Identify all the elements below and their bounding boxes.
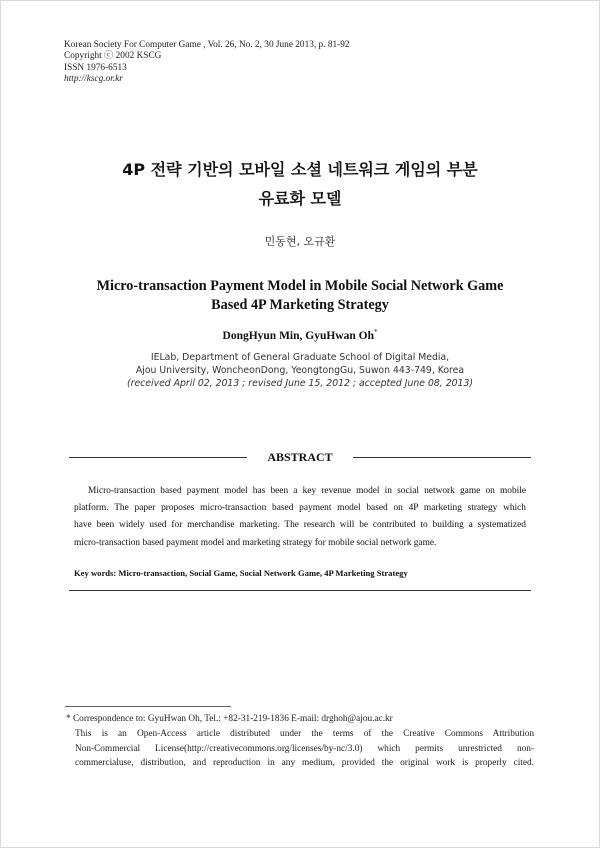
issn-line: ISSN 1976-6513 (64, 62, 127, 73)
keywords: Key words: Micro-transaction, Social Game, Social Network Game, 4P Marketing Strategy (74, 568, 408, 578)
journal-header (64, 40, 350, 85)
english-authors (0, 328, 600, 342)
license-line: This is an Open-Access article distributed under the terms of the Creative Commons Attribution (75, 728, 534, 739)
journal-citation: Korean Society For Computer Game , Vol. 26, No. 2, 30 June 2013, p. 81-92 (64, 40, 350, 50)
korean-title-line-1: 4P 전략 기반의 모바일 소셜 네트워크 게임의 부분 (122, 160, 478, 179)
english-title-line-1: Micro-transaction Payment Model in Mobile Social Network Game (96, 278, 504, 294)
affiliation (0, 351, 600, 390)
license-line: Non-Commercial License(http://creativecommons.org/licenses/by-nc/3.0) which permits unrestricted non- (75, 743, 534, 754)
korean-title-line-2: 유료화 모델 (258, 189, 342, 208)
author-names: DongHyun Min, GyuHwan Oh (222, 330, 374, 342)
affiliation-line-1: IELab, Department of General Graduate School of Digital Media, (150, 352, 450, 363)
abstract-line: Micro-transaction based payment model has been a key revenue model in social network game on mobile (88, 486, 526, 496)
english-title (0, 277, 600, 315)
corresponding-author-marker: * (373, 328, 378, 336)
journal-website: http://kscg.or.kr (64, 73, 123, 84)
abstract-divider-right (353, 457, 531, 458)
abstract-divider-left (69, 457, 247, 458)
correspondence-line: * Correspondence to: GyuHwan Oh, Tel.: +82-31-219-1836 E-mail: drghoh@ajou.ac.kr (66, 714, 393, 724)
korean-authors: 민동현, 오규환 (264, 235, 336, 248)
korean-title (0, 155, 600, 213)
abstract-bottom-divider (69, 590, 531, 591)
submission-dates: (received April 02, 2013 ; revised June 15, 2012 ; accepted June 08, 2013) (127, 378, 473, 389)
abstract-line: have been widely used for merchandise marketing. The research will be contributed to building a systematized (74, 520, 526, 531)
footnote (66, 712, 534, 771)
abstract-body (74, 483, 526, 552)
license-line: commercialuse, distribution, and reproduction in any medium, provided the original work is properly cited. (75, 758, 534, 769)
copyright-line: Copyright ⓒ 2002 KSCG (64, 51, 162, 62)
abstract-line: micro-transaction based payment model and marketing strategy for mobile social network game. (74, 537, 437, 548)
footnote-divider (65, 706, 231, 707)
abstract-heading: ABSTRACT (267, 450, 333, 464)
english-title-line-2: Based 4P Marketing Strategy (211, 297, 389, 313)
affiliation-line-2: Ajou University, WoncheonDong, YeongtongGu, Suwon 443-749, Korea (135, 365, 465, 376)
abstract-line: platform. The paper proposes micro-transaction based payment model based on 4P marketing strategy which (74, 503, 526, 514)
